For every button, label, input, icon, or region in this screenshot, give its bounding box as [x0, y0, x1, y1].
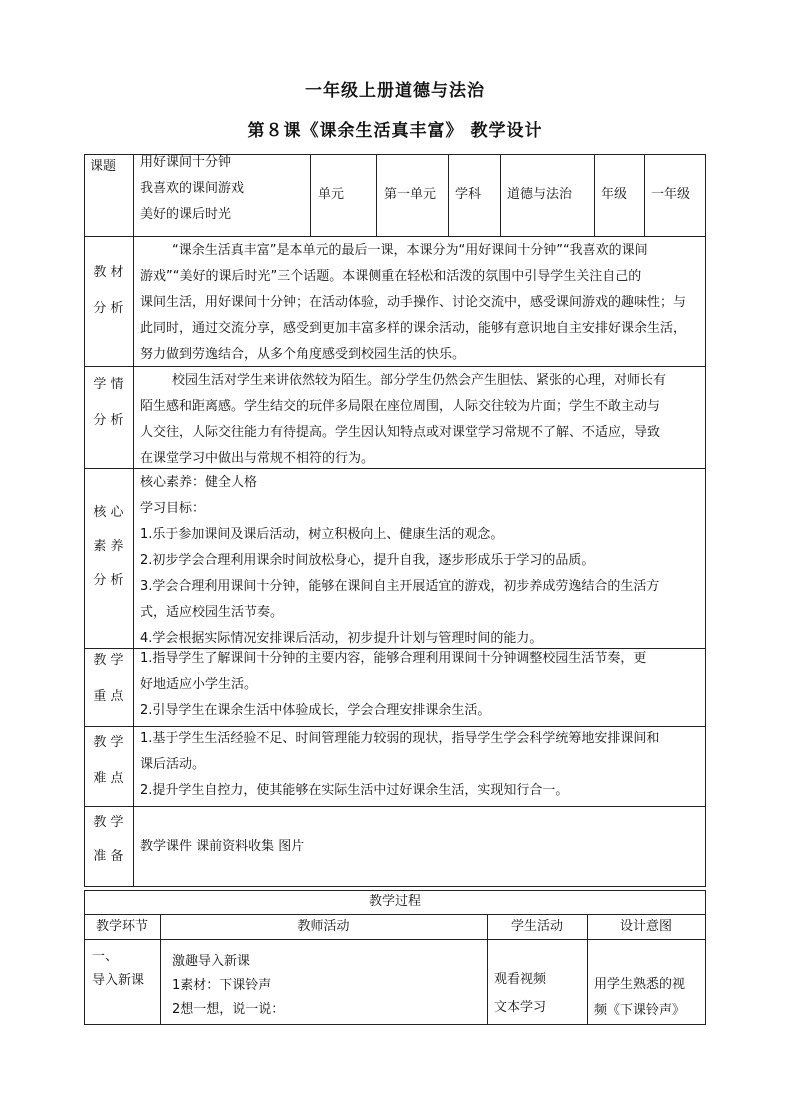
header-student: 学生活动 [510, 919, 563, 934]
subject-value: 道德与法治 [507, 187, 573, 202]
document-title: 一年级上册道德与法治 [305, 81, 485, 101]
grade-value: 一年级 [651, 187, 691, 202]
student-activity-cell: 观看视频 文本学习 [494, 972, 547, 1015]
difficulties-text: 1.基于学生生活经验不足、时间管理能力较弱的现状，指导学生学会科学统筹地安排课间和 课后活动。 2.提升学生自控力，使其能够在实际生活中过好课余生活，实现知行合一。 [140, 731, 660, 798]
header-intent: 设计意图 [619, 919, 672, 934]
lesson-title: 第８课《课余生活真丰富》 教学设计 [247, 121, 543, 141]
key-points-label: 教 学 重 点 [93, 653, 124, 704]
difficulties-label: 教 学 难 点 [93, 735, 124, 786]
topic-item: 美好的课后时光 [140, 207, 232, 222]
student-analysis-label: 学 情 分 析 [93, 377, 124, 428]
topic-label: 课题 [90, 159, 117, 174]
textbook-analysis-label: 教 材 分 析 [93, 265, 124, 316]
preparation-text: 教学课件 课前资料收集 图片 [140, 839, 305, 854]
teacher-activity-cell: 激趣导入新课 1素材：下课铃声 2想一想，说一说： [172, 954, 285, 1017]
topic-item: 我喜欢的课间游戏 [140, 181, 245, 196]
stage-cell: 一、 导入新课 [92, 949, 145, 988]
unit-label: 单元 [318, 187, 345, 202]
topic-item: 用好课间十分钟 [140, 155, 232, 170]
intent-cell: 用学生熟悉的视 频《下课铃声》 [594, 977, 686, 1018]
textbook-analysis-text: “课余生活真丰富”是本单元的最后一课，本课分为“用好课间十分钟”“我喜欢的课间 游戏”“美好的课后时光”三个话题。本课侧重在轻松和活泼的氛围中引导学生关注自己的 课间生活，用好课间十分钟；在活动体验，动手操作、讨论交流中，感受课间游戏的趣味性；与 此同时，通过交流分享，感受到更加丰富多样的课余活动，能够有意识地自主安排好课余生活， 努力做到劳逸结合，从多个角度感受到校园生活的快乐。 [140, 243, 687, 362]
header-teacher: 教师活动 [297, 919, 350, 934]
key-points-text: 1.指导学生了解课间十分钟的主要内容，能够合理利用课间十分钟调整校园生活节奏，更 好地适应小学生活。 2.引导学生在课余生活中体验成长，学会合理安排课余生活。 [140, 651, 647, 718]
core-literacy-label: 核 心 素 养 分 析 [93, 505, 124, 588]
grade-label: 年级 [601, 187, 628, 202]
topic-list [140, 150, 244, 228]
subject-label: 学科 [455, 187, 482, 202]
unit-value: 第一单元 [384, 187, 437, 202]
preparation-label: 教 学 准 备 [93, 815, 124, 864]
process-title: 教学过程 [368, 894, 421, 909]
core-literacy-text: 核心素养：健全人格 学习目标： 1.乐于参加课间及课后活动，树立积极向上、健康生活的观念。 2.初步学会合理利用课余时间放松身心，提升自我，逐步形成乐于学习的品质。 3.学会合理利用课间十分钟，能够在课间自主开展适宜的游戏，初步养成劳逸结合的生活方 式，适应校园生活节奏。 4.学会根据实际情况安排课后活动，初步提升计划与管理时间的能力。 [140, 475, 660, 646]
header-stage: 教学环节 [95, 919, 148, 934]
student-analysis-text: 校园生活对学生来讲依然较为陌生。部分学生仍然会产生胆怯、紧张的心理，对师长有 陌生感和距离感。学生结交的玩伴多局限在座位周围，人际交往较为片面；学生不敢主动与 人交往，人际交往能力有待提高。学生因认知特点或对课堂学习常规不了解、不适应，导致 在课堂学习中做出与常规不相符的行为。 [140, 373, 667, 466]
